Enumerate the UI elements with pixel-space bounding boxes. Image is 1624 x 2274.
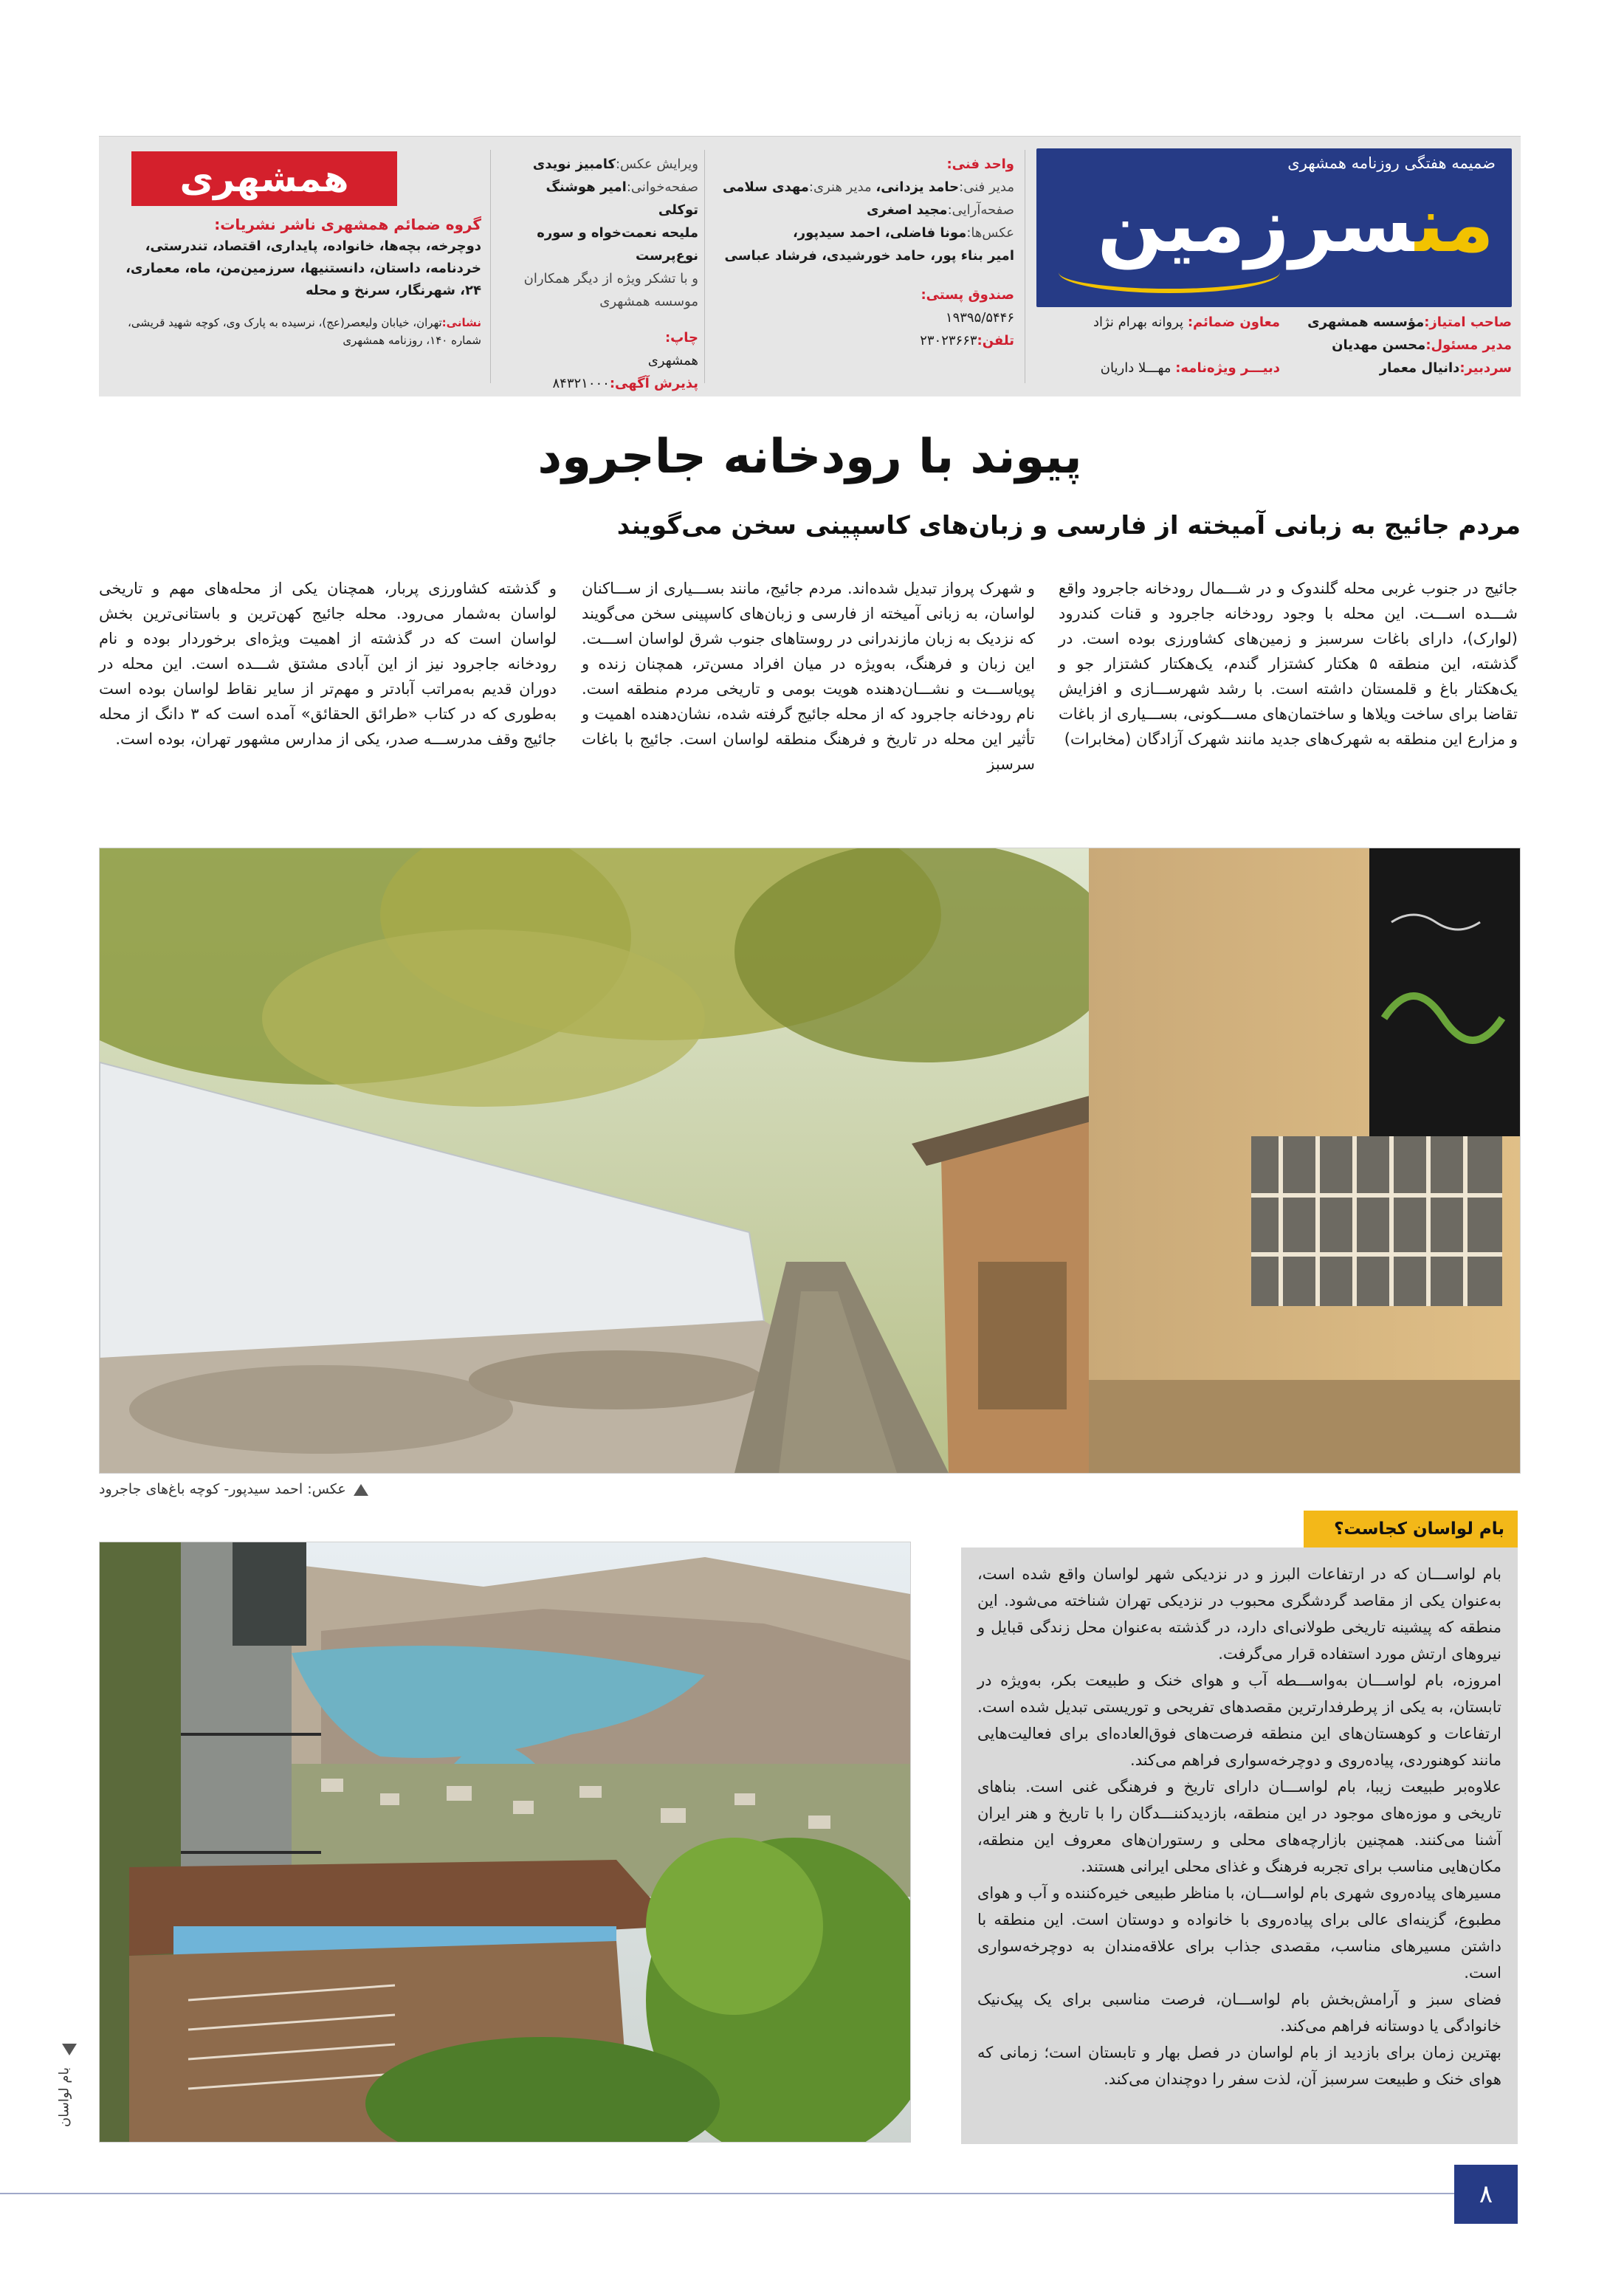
alley-photo <box>99 848 1521 1474</box>
info-box <box>961 1548 1518 2144</box>
photo2-caption: بام لواسان <box>56 2067 72 2127</box>
article-subtitle: مردم جائیج به زبانی آمیخته از فارسی و زبان‌های کاسپینی سخن می‌گویند <box>616 511 1521 540</box>
article-title: پیوند با رودخانه جاجرود <box>537 430 1082 484</box>
photo-edit: ویرایش عکس:کامبیز نویدی <box>532 157 698 172</box>
phone: تلفن:۲۳۰۲۳۶۶۳ <box>920 333 1014 348</box>
print-label: چاپ: <box>664 330 698 346</box>
tech-unit <box>719 153 1014 352</box>
photo1-caption: عکس: احمد سیدپور- کوچه باغ‌های جاجرود <box>99 1481 368 1497</box>
credit-director: مدیر مسئول:محسن مهدیان <box>1332 337 1512 353</box>
box-paragraph: فضای سبز و آرامش‌بخش بام لواســـان، فرصت مناسبی برای یک پیک‌نیک خانوادگی یا دوستانه فراهم می‌کند. <box>977 1990 1501 2035</box>
logo-title-yellow: من <box>1415 179 1494 269</box>
credit-owner: صاحب امتیاز:مؤسسه همشهری <box>1307 315 1512 330</box>
page-number: ۸ <box>1454 2165 1518 2224</box>
group-list: دوچرخه، بچه‌ها، خانواده، پایداری، اقتصاد، تندرستی، خردنامه، داستان، دانستنیها، سرزمین‌من، ماه، معماری، ۲۴، شهرنگار، سرنخ و محله <box>125 238 481 298</box>
logo-title-white: سرزمین <box>1097 179 1416 269</box>
triangle-icon <box>354 1484 368 1496</box>
editing-credits <box>502 153 698 395</box>
box-paragraph: علاوه‌بر طبیعت زیبا، بام لواســـان دارای تاریخ و فرهنگی غنی است. بناهای تاریخی و موزه‌های موجود در این منطقه، بازدیدکننـــدگان را با تاریخ و هنر ایران آشنا می‌کنند. همچنین بازارچه‌های محلی و رستوران‌های معروف این منطقه، مکان‌هایی مناسب برای تجربه فرهنگ و غذای محلی ایرانی هستند. <box>977 1778 1501 1875</box>
group-title: گروه ضمائم همشهری ناشر نشریات: <box>214 216 481 233</box>
address: نشانی:تهران، خیابان ولیعصر(عج)، نرسیده به پارک وی، کوچه شهید قریشی، شماره ۱۴۰، روزنامه همشهری <box>128 316 481 347</box>
tech-line-2: صفحه‌آرایی:مجید اصغری <box>867 202 1014 218</box>
lake-illustration <box>100 1542 910 2142</box>
thanks-text: و با تشکر ویژه از دیگر همکاران موسسه همشهری <box>523 271 698 309</box>
proofread-2: ملیحه نعمت‌خواه و سوره نوع‌پرست <box>537 225 698 264</box>
footer-line <box>0 2193 1454 2194</box>
article-column-3: و گذشته کشاورزی پربار، همچنان یکی از محله‌های مهم و تاریخی لواسان به‌شمار می‌رود. محله جائیج کهن‌ترین و باستانی‌ترین بخش لواسان است که در گذشته از اهمیت ویژه‌ای برخوردار بوده و نام رودخانه جاجرود نیز از این آبادی مشتق شـــده است. این محله در دوران قدیم به‌مراتب آبادتر و مهم‌تر از سایر نقاط لواسان بوده است به‌طوری که در کتاب «طرائق الحقائق» آمده است که ۳ دانگ از محله جائیج وقف مدرســـه صدر، یکی از مدارس مشهور تهران، بوده است. <box>99 580 557 748</box>
credit-deputy: معاون ضمائم: پروانه بهرام نژاد <box>1093 315 1280 330</box>
box-paragraph: امروزه، بام لواســـان به‌واســـطه آب و هوای خنک و طبیعت بکر، به‌ویژه در تابستان، به یکی از پرطرفدارترین مقصدهای تفریحی و توریستی تبدیل شده است. ارتفاعات و کوهستان‌های این منطقه فرصت‌های فوق‌العاده‌ای برای فعالیت‌هایی مانند کوهنوردی، پیاده‌روی و دوچرخه‌سواری فراهم می‌کند. <box>977 1672 1501 1769</box>
box-title: بام لواسان کجاست؟ <box>1304 1511 1518 1548</box>
proofread: صفحه‌خوانی:امیر هوشنگ توکلی <box>546 179 698 218</box>
po-box: صندوق پستی: <box>921 287 1014 303</box>
triangle-icon <box>62 2044 77 2055</box>
tech-line-4: امیر بناء پور، حامد خورشیدی، فرشاد عباسی <box>724 248 1014 264</box>
sarzamin-man-logo <box>1036 148 1512 307</box>
logo-subtitle: ضمیمه هفتگی روزنامه همشهری <box>1287 154 1496 172</box>
box-paragraph: بام لواســـان که در ارتفاعات البرز و در نزدیکی شهر لواسان واقع شده است، به‌عنوان یکی از مقاصد گردشگری محبوب در نزدیکی تهران شناخته می‌شود. این منطقه که پیشینه تاریخی طولانی‌ای دارد، در گذشته به‌عنوان محل زندگی قبایل و نیروهای ارتش مورد استفاده قرار می‌گرفت. <box>977 1565 1501 1663</box>
divider <box>704 150 705 383</box>
box-paragraph: بهترین زمان برای بازدید از بام لواسان در فصل بهار و تابستان است؛ زمانی که هوای خنک و طبیعت سرسبز آن، لذت سفر را دوچندان می‌کند. <box>977 2044 1501 2088</box>
hamshahri-logo: همشهری <box>131 151 397 206</box>
masthead <box>99 136 1521 396</box>
ads: پذیرش آگهی:۸۴۳۲۱۰۰۰ <box>552 376 698 391</box>
bam-lavasan-photo <box>99 1542 911 2143</box>
tech-line-1: مدیر فنی:حامد یزدانی، مدیر هنری:مهدی سلامی <box>723 179 1014 195</box>
divider <box>490 150 491 383</box>
group-info <box>124 213 481 349</box>
article-column-1: جائیج در جنوب غربی محله گلندوک و در شـــمال رودخانه جاجرود واقع شـــده اســـت. این محله با وجود رودخانه جاجرود و قنات کندرود (لوارک)، دارای باغات سرسبز و زمین‌های کشاورزی بوده است. در گذشته، این منطقه ۵ هکتار کشتزار گندم، یک‌هکتار کشتزار جو و یک‌هکتار باغ و قلمستان داشته است. با رشد شهرســـازی و افزایش تقاضا برای ساخت ویلاها و ساختمان‌های مســـکونی، بســـیاری از باغات و مزارع این منطقه به شهرک‌های جدید مانند شهرک آزادگان (مخابرات) <box>1059 580 1518 748</box>
credit-special-editor: دبیـــر ویژه‌نامه: مهـــلا داریان <box>1100 360 1280 376</box>
logo-swoosh <box>1059 252 1280 293</box>
tech-line-3: عکس‌ها:مونا فاضلی، احمد سیدپور، <box>792 225 1014 241</box>
po-box-value: ۱۹۳۹۵/۵۴۴۶ <box>945 310 1014 326</box>
credits-right <box>1280 311 1512 379</box>
article-column-2: و شهرک پرواز تبدیل شده‌اند. مردم جائیج، مانند بســـیاری از ســـاکنان لواسان، به زبانی آمیخته از فارسی و زبان‌های کاسپینی سخن می‌گویند که نزدیک به زبان مازندرانی در روستاهای جنوب شرق لواسان اســـت. این زبان و فرهنگ، به‌ویژه در میان افراد مسن‌تر، همچنان زنده و پویاســـت و نشـــان‌دهنده هویت بومی و تاریخی مردم منطقه است. نام رودخانه جاجرود که از محله جائیج گرفته شده، نشان‌دهنده اهمیت و تأثیر این محله در تاریخ و فرهنگ منطقه لواسان است. جائیج با باغات سرسبز <box>582 580 1035 773</box>
box-paragraph: مسیرهای پیاده‌روی شهری بام لواســـان، با مناظر طبیعی خیره‌کننده و آب و هوای مطبوع، گزینه‌ای عالی برای پیاده‌روی با خانواده و دوستان است. این منطقه با داشتن مسیرهای مناسب، مقصدی جذاب برای علاقه‌مندان به دوچرخه‌سواری است. <box>977 1884 1501 1982</box>
alley-illustration <box>100 848 1520 1473</box>
tech-title: واحد فنی: <box>946 157 1014 172</box>
print-value: همشهری <box>647 353 698 368</box>
credit-editor: سردبیر:دانیال معمار <box>1379 360 1512 376</box>
credits-mid <box>1036 311 1280 379</box>
